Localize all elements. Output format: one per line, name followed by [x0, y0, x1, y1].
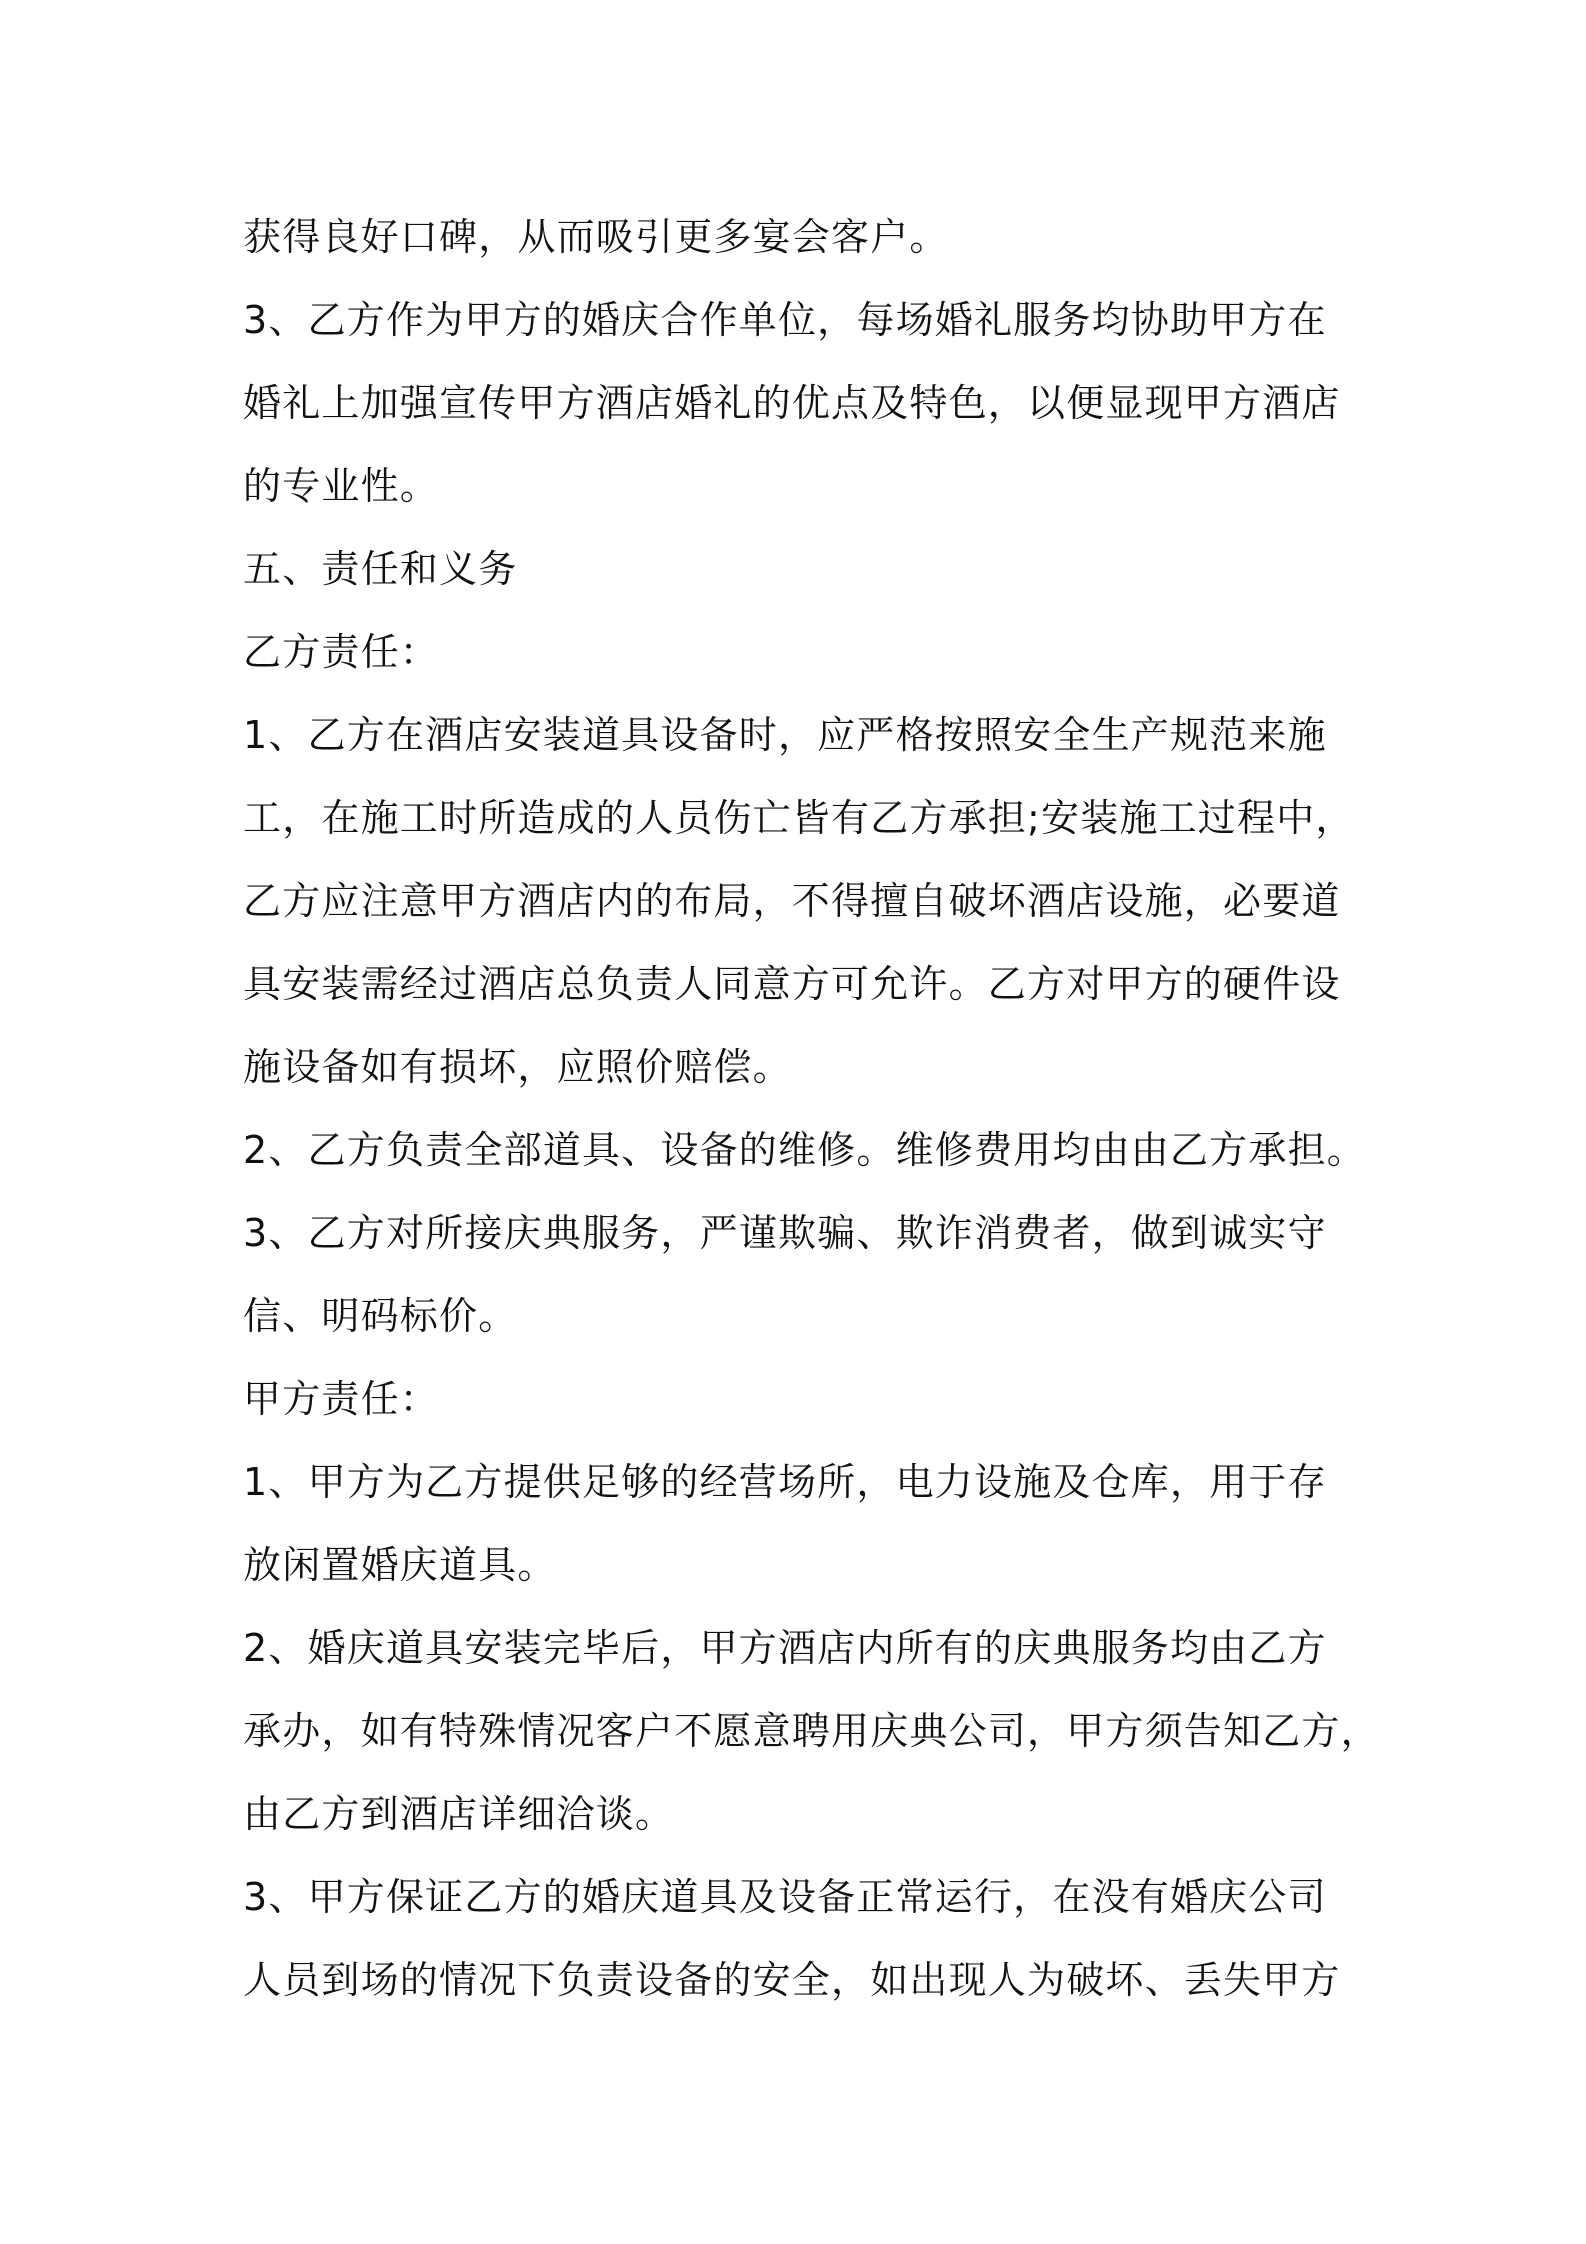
paragraph-line: 具安装需经过酒店总负责人同意方可允许。乙方对甲方的硬件设	[243, 962, 1341, 1006]
paragraph-line: 的专业性。	[243, 464, 440, 508]
paragraph-line: 人员到场的情况下负责设备的安全，如出现人为破坏、丢失甲方	[243, 1958, 1341, 2002]
section-heading: 五、责任和义务	[243, 547, 518, 591]
document-body	[243, 196, 1380, 2022]
paragraph-line: 乙方应注意甲方酒店内的布局，不得擅自破坏酒店设施，必要道	[243, 879, 1341, 923]
subsection-heading: 甲方责任：	[243, 1377, 440, 1421]
paragraph-line: 由乙方到酒店详细洽谈。	[243, 1792, 675, 1836]
paragraph-line: 1、乙方在酒店安装道具设备时，应严格按照安全生产规范来施	[243, 713, 1327, 757]
paragraph-line: 3、甲方保证乙方的婚庆道具及设备正常运行，在没有婚庆公司	[243, 1875, 1327, 1919]
paragraph-line: 施设备如有损坏，应照价赔偿。	[243, 1045, 792, 1089]
paragraph-line: 工，在施工时所造成的人员伤亡皆有乙方承担;安装施工过程中，	[243, 796, 1355, 840]
paragraph-line: 2、婚庆道具安装完毕后，甲方酒店内所有的庆典服务均由乙方	[243, 1626, 1327, 1670]
paragraph-line: 2、乙方负责全部道具、设备的维修。维修费用均由由乙方承担。	[243, 1128, 1366, 1172]
paragraph-line: 婚礼上加强宣传甲方酒店婚礼的优点及特色，以便显现甲方酒店	[243, 381, 1341, 425]
paragraph-line: 承办，如有特殊情况客户不愿意聘用庆典公司，甲方须告知乙方，	[243, 1709, 1380, 1753]
paragraph-line: 3、乙方作为甲方的婚庆合作单位，每场婚礼服务均协助甲方在	[243, 298, 1327, 342]
paragraph-line: 放闲置婚庆道具。	[243, 1543, 557, 1587]
paragraph-line: 信、明码标价。	[243, 1294, 518, 1338]
paragraph-line: 3、乙方对所接庆典服务，严谨欺骗、欺诈消费者，做到诚实守	[243, 1211, 1327, 1255]
paragraph-line: 1、甲方为乙方提供足够的经营场所，电力设施及仓库，用于存	[243, 1460, 1327, 1504]
paragraph-line: 获得良好口碑，从而吸引更多宴会客户。	[243, 215, 949, 259]
subsection-heading: 乙方责任：	[243, 630, 440, 674]
